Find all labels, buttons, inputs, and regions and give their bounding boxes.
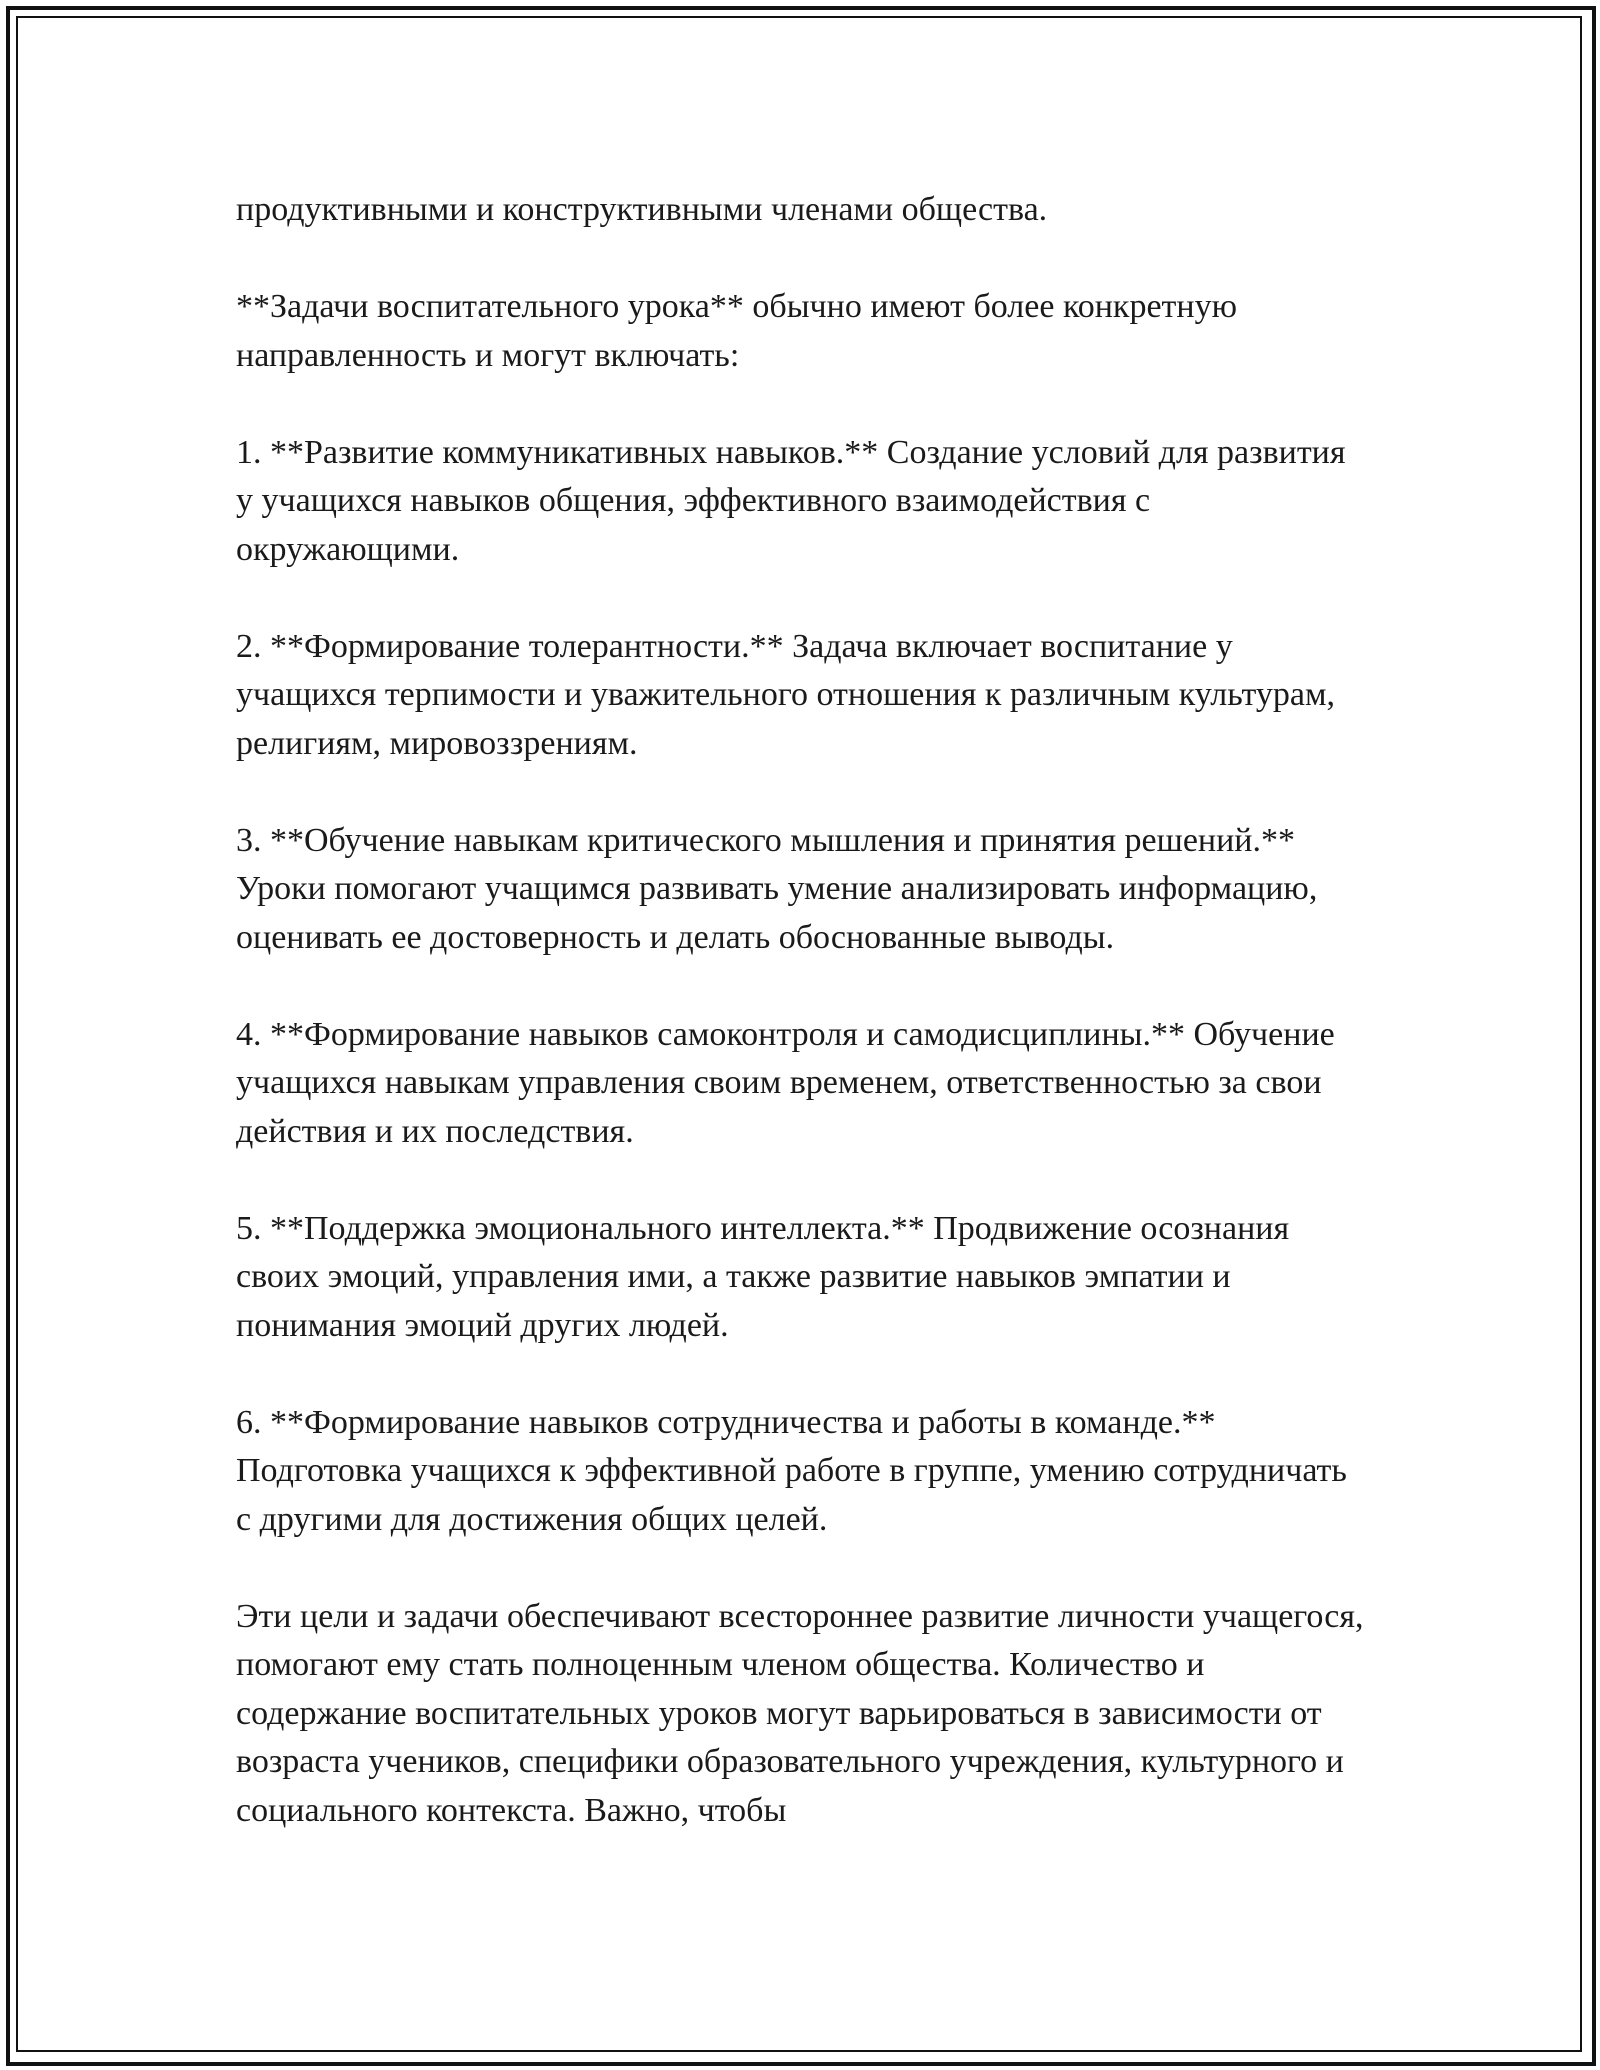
list-item-critical-thinking: 3. **Обучение навыкам критического мышления и принятия решений.** Уроки помогают учащимся развивать умение анализировать информацию, оценивать ее достоверность и делать обоснованные выводы. (236, 821, 1318, 956)
paragraph-conclusion: Эти цели и задачи обеспечивают всестороннее развитие личности учащегося, помогают ему стать полноценным членом общества. Количество и содержание воспитательных уроков могут варьироваться в зависимости от возраста учеников, специфики образовательного учреждения, культурного и социального контекста. Важно, чтобы (236, 1597, 1364, 1829)
list-item-teamwork: 6. **Формирование навыков сотрудничества и работы в команде.** Подготовка учащихся к эффективной работе в группе, умению сотрудничать с другими для достижения общих целей. (236, 1403, 1347, 1538)
paragraph-tasks-intro: **Задачи воспитательного урока** обычно имеют более конкретную направленность и могут включать: (236, 288, 1237, 374)
list-item-communication: 1. **Развитие коммуникативных навыков.** Создание условий для развития у учащихся навыков общения, эффективного взаимодействия с окружающими. (236, 433, 1346, 568)
list-item-tolerance: 2. **Формирование толерантности.** Задача включает воспитание у учащихся терпимости и уважительного отношения к различным культурам, религиям, мировоззрениям. (236, 627, 1335, 762)
list-item-self-control: 4. **Формирование навыков самоконтроля и самодисциплины.** Обучение учащихся навыкам управления своим временем, ответственностью за свои действия и их последствия. (236, 1015, 1335, 1150)
paragraph-continuation: продуктивными и конструктивными членами общества. (236, 191, 1048, 228)
document-body (236, 186, 1366, 1835)
list-item-emotional-intelligence: 5. **Поддержка эмоционального интеллекта.** Продвижение осознания своих эмоций, управления ими, а также развитие навыков эмпатии и понимания эмоций других людей. (236, 1209, 1290, 1344)
